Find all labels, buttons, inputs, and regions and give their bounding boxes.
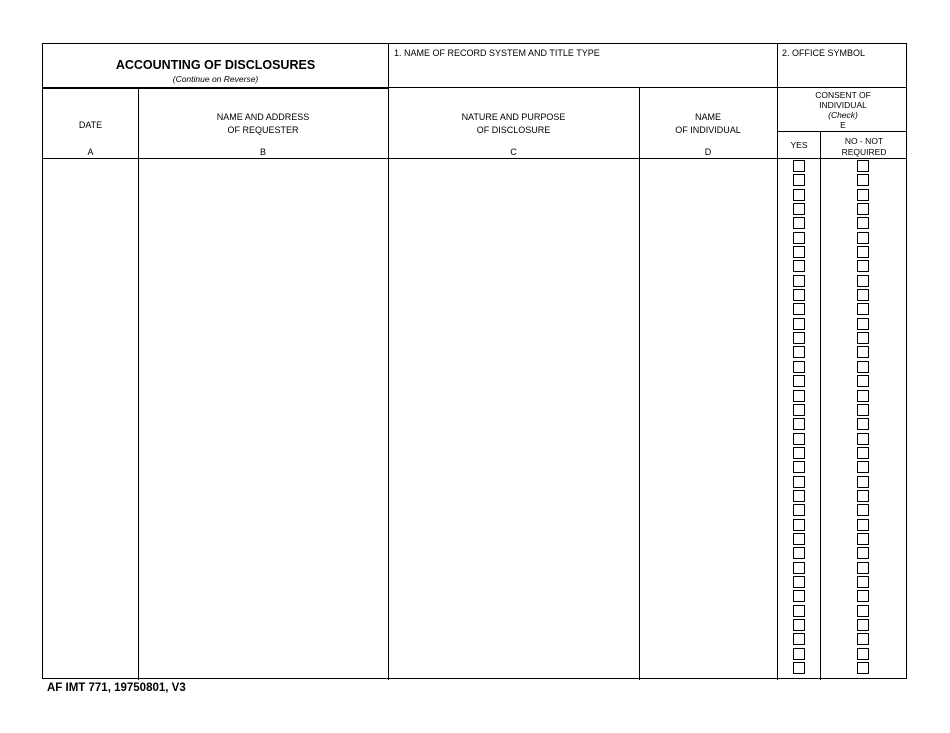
- yes-checkbox[interactable]: [793, 189, 805, 201]
- no-checkbox[interactable]: [857, 662, 869, 674]
- individual-entry-area[interactable]: [640, 159, 777, 679]
- yes-checkbox[interactable]: [793, 203, 805, 215]
- yes-checkbox[interactable]: [793, 476, 805, 488]
- no-checkbox[interactable]: [857, 332, 869, 344]
- yes-checkbox[interactable]: [793, 232, 805, 244]
- no-checkbox[interactable]: [857, 246, 869, 258]
- consent-line1: CONSENT OF: [815, 90, 871, 100]
- yes-checkbox[interactable]: [793, 318, 805, 330]
- yes-checkbox[interactable]: [793, 461, 805, 473]
- column-letter-c: C: [510, 147, 517, 157]
- purpose-entry-area[interactable]: [389, 159, 639, 679]
- column-header-consent: [778, 90, 908, 130]
- office-symbol-input[interactable]: [778, 60, 907, 87]
- yes-checkbox[interactable]: [793, 375, 805, 387]
- no-checkbox[interactable]: [857, 461, 869, 473]
- no-checkbox[interactable]: [857, 533, 869, 545]
- no-checkbox[interactable]: [857, 490, 869, 502]
- consent-line2: INDIVIDUAL: [819, 100, 867, 110]
- no-checkbox[interactable]: [857, 275, 869, 287]
- column-header-requester-line2: OF REQUESTER: [227, 125, 299, 135]
- yes-checkbox[interactable]: [793, 590, 805, 602]
- no-checkbox[interactable]: [857, 174, 869, 186]
- yes-subheader: YES: [790, 140, 808, 150]
- yes-checkbox[interactable]: [793, 504, 805, 516]
- no-checkbox[interactable]: [857, 217, 869, 229]
- yes-checkbox[interactable]: [793, 346, 805, 358]
- yes-checkbox[interactable]: [793, 289, 805, 301]
- column-header-purpose-line1: NATURE AND PURPOSE: [461, 112, 566, 122]
- column-header-individual-line1: NAME: [694, 112, 721, 122]
- yes-checkbox[interactable]: [793, 433, 805, 445]
- consent-subcolumn-divider: [820, 131, 821, 680]
- record-system-input[interactable]: [389, 60, 777, 87]
- no-checkbox[interactable]: [857, 346, 869, 358]
- no-checkbox[interactable]: [857, 633, 869, 645]
- column-header-requester: [138, 111, 388, 137]
- no-checkbox[interactable]: [857, 189, 869, 201]
- record-system-label: 1. NAME OF RECORD SYSTEM AND TITLE TYPE: [394, 48, 600, 58]
- no-checkbox[interactable]: [857, 590, 869, 602]
- yes-checkbox[interactable]: [793, 361, 805, 373]
- yes-checkbox[interactable]: [793, 490, 805, 502]
- no-label-line1: NO - NOT: [844, 136, 884, 146]
- yes-checkbox[interactable]: [793, 404, 805, 416]
- yes-checkbox[interactable]: [793, 390, 805, 402]
- no-not-required-subheader: [821, 136, 907, 158]
- yes-checkbox[interactable]: [793, 619, 805, 631]
- no-checkbox[interactable]: [857, 504, 869, 516]
- no-checkbox[interactable]: [857, 418, 869, 430]
- requester-entry-area[interactable]: [139, 159, 388, 679]
- no-checkbox[interactable]: [857, 576, 869, 588]
- column-letter-d: D: [704, 147, 712, 157]
- yes-checkbox-column: [793, 160, 805, 676]
- no-checkbox[interactable]: [857, 547, 869, 559]
- no-checkbox[interactable]: [857, 447, 869, 459]
- yes-checkbox[interactable]: [793, 648, 805, 660]
- no-label-line2: REQUIRED: [841, 147, 887, 157]
- no-checkbox[interactable]: [857, 648, 869, 660]
- yes-checkbox[interactable]: [793, 332, 805, 344]
- yes-checkbox[interactable]: [793, 519, 805, 531]
- no-checkbox[interactable]: [857, 232, 869, 244]
- no-checkbox[interactable]: [857, 203, 869, 215]
- column-header-purpose: [388, 111, 639, 137]
- no-checkbox[interactable]: [857, 318, 869, 330]
- column-header-purpose-line2: OF DISCLOSURE: [476, 125, 551, 135]
- yes-checkbox[interactable]: [793, 418, 805, 430]
- consent-subheader-line: [777, 131, 907, 132]
- yes-checkbox[interactable]: [793, 447, 805, 459]
- no-checkbox[interactable]: [857, 619, 869, 631]
- disclosure-form: [42, 43, 907, 679]
- no-checkbox[interactable]: [857, 605, 869, 617]
- no-checkbox[interactable]: [857, 404, 869, 416]
- header-bottom-line: [388, 87, 907, 88]
- yes-checkbox[interactable]: [793, 662, 805, 674]
- no-checkbox[interactable]: [857, 361, 869, 373]
- consent-line3: (Check): [828, 110, 858, 120]
- no-checkbox[interactable]: [857, 260, 869, 272]
- form-number: AF IMT 771, 19750801, V3: [47, 682, 186, 694]
- no-checkbox[interactable]: [857, 476, 869, 488]
- yes-checkbox[interactable]: [793, 246, 805, 258]
- column-header-individual: [639, 111, 777, 137]
- yes-checkbox[interactable]: [793, 605, 805, 617]
- no-checkbox[interactable]: [857, 562, 869, 574]
- yes-checkbox[interactable]: [793, 576, 805, 588]
- form-title: ACCOUNTING OF DISCLOSURES: [115, 58, 316, 72]
- form-subtitle: (Continue on Reverse): [172, 74, 259, 84]
- date-entry-area[interactable]: [43, 159, 138, 679]
- no-checkbox[interactable]: [857, 375, 869, 387]
- yes-checkbox[interactable]: [793, 260, 805, 272]
- yes-checkbox[interactable]: [793, 562, 805, 574]
- no-checkbox[interactable]: [857, 519, 869, 531]
- column-header-date: [43, 119, 138, 132]
- column-letter-e: E: [840, 120, 846, 130]
- yes-checkbox[interactable]: [793, 303, 805, 315]
- yes-checkbox[interactable]: [793, 547, 805, 559]
- column-header-date-label: DATE: [78, 120, 103, 130]
- yes-checkbox[interactable]: [793, 160, 805, 172]
- column-letter-a: A: [87, 147, 94, 157]
- no-checkbox[interactable]: [857, 160, 869, 172]
- no-checkbox-column: [857, 160, 869, 676]
- yes-checkbox[interactable]: [793, 217, 805, 229]
- yes-checkbox[interactable]: [793, 174, 805, 186]
- title-box-bottom: [43, 87, 389, 89]
- yes-checkbox[interactable]: [793, 275, 805, 287]
- office-symbol-label: 2. OFFICE SYMBOL: [782, 48, 866, 58]
- yes-checkbox[interactable]: [793, 633, 805, 645]
- column-header-individual-line2: OF INDIVIDUAL: [675, 125, 741, 135]
- yes-checkbox[interactable]: [793, 533, 805, 545]
- no-checkbox[interactable]: [857, 289, 869, 301]
- column-letter-b: B: [259, 147, 266, 157]
- no-checkbox[interactable]: [857, 390, 869, 402]
- no-checkbox[interactable]: [857, 433, 869, 445]
- column-header-requester-line1: NAME AND ADDRESS: [216, 112, 310, 122]
- no-checkbox[interactable]: [857, 303, 869, 315]
